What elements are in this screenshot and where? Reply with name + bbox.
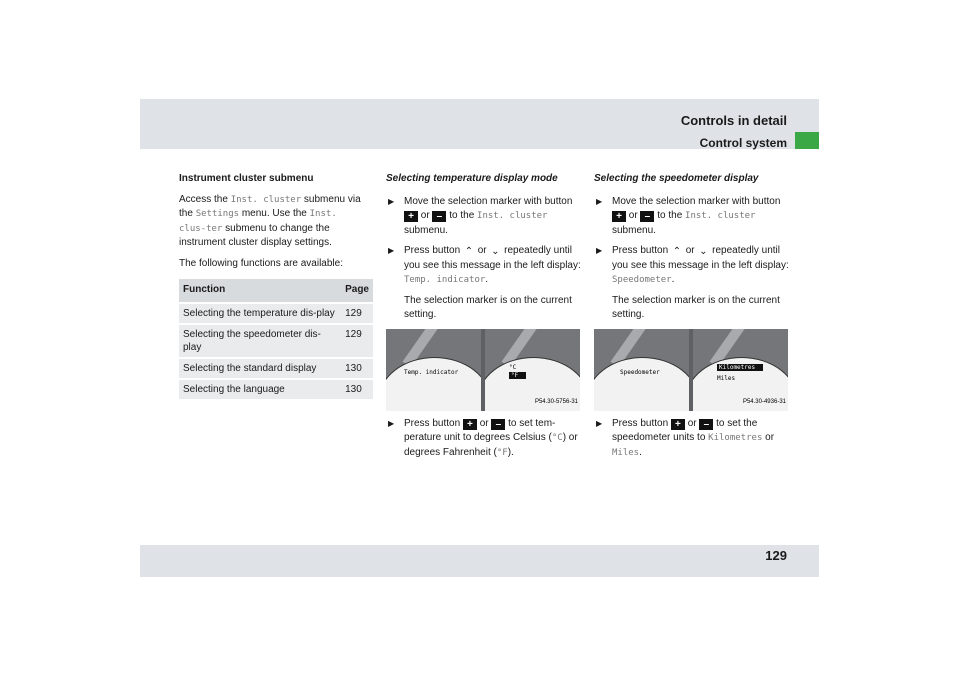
speedometer-display-figure xyxy=(594,329,788,411)
minus-button-icon: – xyxy=(491,419,505,430)
up-button-icon: ⌃ xyxy=(464,246,474,257)
step-arrow-icon: ▶ xyxy=(388,418,395,428)
up-button-icon: ⌃ xyxy=(672,246,682,257)
function-table xyxy=(179,279,373,399)
figure-label: P54.30-5756-31 xyxy=(534,399,578,405)
column-temperature xyxy=(386,172,582,466)
heading-speedometer: Selecting the speedometer display xyxy=(594,173,759,184)
plus-button-icon: + xyxy=(404,211,418,222)
figure-label: P54.30-4936-31 xyxy=(742,399,786,405)
step-arrow-icon: ▶ xyxy=(596,246,603,255)
step-press-button: ▶ Press button ⌃ or ⌄ repeatedly until you see this message in the left display: Temp. indicator. xyxy=(388,245,581,285)
section-color-tab xyxy=(795,132,819,149)
section-title: Controls in detail xyxy=(680,113,787,128)
left-display-panel xyxy=(386,329,481,411)
left-display-panel xyxy=(594,329,689,411)
temperature-display-figure xyxy=(386,329,580,411)
page-cell: 129 xyxy=(341,324,373,358)
section-subtitle: Control system xyxy=(699,136,787,150)
step-arrow-icon: ▶ xyxy=(388,196,395,206)
page-header xyxy=(140,99,819,149)
heading-instrument-cluster: Instrument cluster submenu xyxy=(179,173,314,184)
function-cell: Selecting the standard display xyxy=(179,358,341,379)
step-arrow-icon: ▶ xyxy=(388,246,395,255)
col-header-function: Function xyxy=(179,279,341,303)
function-cell: Selecting the speedometer dis-play xyxy=(179,324,341,358)
page-cell: 130 xyxy=(341,379,373,399)
plus-button-icon: + xyxy=(463,419,477,430)
page-number: 129 xyxy=(765,548,787,563)
page-footer xyxy=(140,545,819,577)
page-cell: 129 xyxy=(341,303,373,324)
column-instrument-cluster xyxy=(179,172,369,399)
right-display-panel xyxy=(485,329,580,411)
function-cell: Selecting the temperature dis-play xyxy=(179,303,341,324)
minus-button-icon: – xyxy=(699,419,713,430)
option-celsius: °C xyxy=(509,363,517,371)
table-row xyxy=(179,379,373,399)
intro-paragraph: Access the Inst. cluster submenu via the Settings menu. Use the Inst. clus-ter submenu to change the instrument cluster display settings. xyxy=(179,193,361,248)
minus-button-icon: – xyxy=(432,211,446,222)
left-display-text: Temp. indicator xyxy=(404,368,459,376)
selection-note: The selection marker is on the current setting. xyxy=(404,294,572,320)
functions-intro: The following functions are available: xyxy=(179,257,343,269)
function-cell: Selecting the language xyxy=(179,379,341,399)
step-set-unit: ▶ Press button + or – to set tem-perature unit to degrees Celsius (°C) or degrees Fahrenheit (°F). xyxy=(388,417,578,458)
minus-button-icon: – xyxy=(640,211,654,222)
table-row xyxy=(179,303,373,324)
right-display-panel xyxy=(693,329,788,411)
plus-button-icon: + xyxy=(671,419,685,430)
plus-button-icon: + xyxy=(612,211,626,222)
selection-note: The selection marker is on the current setting. xyxy=(612,294,780,320)
option-miles: Miles xyxy=(717,374,736,382)
page-cell: 130 xyxy=(341,358,373,379)
column-speedometer xyxy=(594,172,790,466)
table-row xyxy=(179,358,373,379)
left-display-text: Speedometer xyxy=(620,368,660,376)
option-fahrenheit: °F xyxy=(509,372,526,379)
step-move-marker: ▶ Move the selection marker with button + or – to the Inst. cluster submenu. xyxy=(596,195,781,236)
heading-temperature: Selecting temperature display mode xyxy=(386,173,558,184)
option-kilometres: Kilometres xyxy=(717,364,763,371)
step-set-unit: ▶ Press button + or – to set the speedometer units to Kilometres or Miles. xyxy=(596,417,775,458)
col-header-page: Page xyxy=(341,279,373,303)
step-move-marker: ▶ Move the selection marker with button + or – to the Inst. cluster submenu. xyxy=(388,195,573,236)
down-button-icon: ⌄ xyxy=(491,246,500,257)
down-button-icon: ⌄ xyxy=(699,246,708,257)
step-arrow-icon: ▶ xyxy=(596,196,603,206)
table-header xyxy=(179,279,373,303)
step-press-button: ▶ Press button ⌃ or ⌄ repeatedly until you see this message in the left display: Speedometer. xyxy=(596,245,789,285)
step-arrow-icon: ▶ xyxy=(596,418,603,428)
table-row xyxy=(179,324,373,358)
